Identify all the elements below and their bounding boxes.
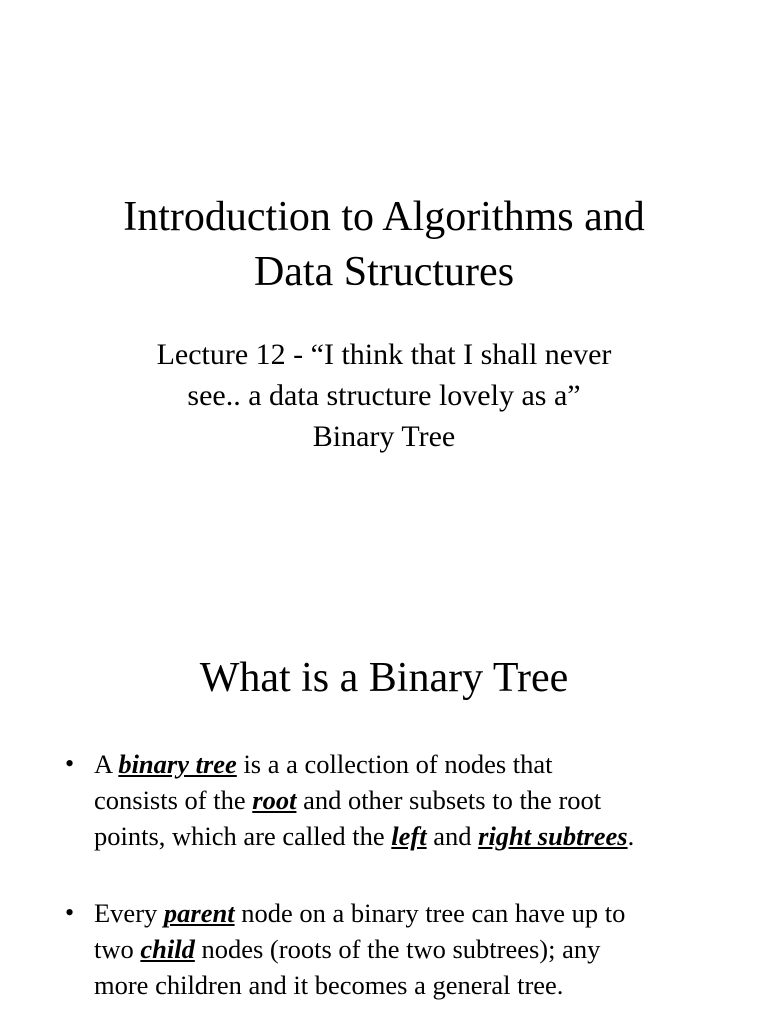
text-run: Every	[94, 898, 164, 928]
text-run: points, which are called the	[94, 821, 392, 851]
bullet-line	[94, 931, 734, 967]
bullet-line	[94, 895, 734, 931]
text-run: .	[627, 821, 635, 851]
text-run: nodes (roots of the two subtrees); any	[194, 934, 601, 964]
keyword-root: root	[252, 785, 297, 815]
text-run: and	[426, 821, 479, 851]
bullet-line	[94, 782, 734, 818]
lecture-course-title	[0, 190, 768, 300]
subtitle-line-1: Lecture 12 - “I think that I shall never	[156, 338, 612, 371]
keyword-child: child	[140, 934, 195, 964]
title-line-2: Data Structures	[253, 249, 515, 295]
bullet-marker: •	[65, 898, 75, 927]
bullet-line	[94, 967, 734, 1003]
bullet-line	[94, 818, 734, 854]
bullet-line	[94, 746, 734, 782]
lecture-subtitle	[0, 334, 768, 457]
subtitle-line-2: see.. a data structure lovely as a”	[187, 379, 581, 412]
text-run: consists of the	[94, 785, 253, 815]
text-run: is a a collection of nodes that	[236, 749, 553, 779]
text-run: two	[94, 934, 141, 964]
text-run: node on a binary tree can have up to	[234, 898, 626, 928]
slide-heading: What is a Binary Tree	[199, 655, 569, 701]
text-run: and other subsets to the root	[296, 785, 602, 815]
text-run: more children and it becomes a general tree.	[94, 970, 564, 1000]
subtitle-line-3: Binary Tree	[312, 420, 456, 453]
bullet-text	[94, 895, 734, 1003]
bullet-marker: •	[65, 749, 75, 778]
keyword-left: left	[391, 821, 427, 851]
keyword-right-subtrees: right subtrees	[478, 821, 628, 851]
title-line-1: Introduction to Algorithms and	[123, 194, 645, 240]
text-run: A	[94, 749, 119, 779]
binary-tree-definition-slide	[0, 600, 768, 1024]
keyword-binary-tree: binary tree	[118, 749, 237, 779]
bullet-text	[94, 746, 734, 854]
keyword-parent: parent	[163, 898, 235, 928]
